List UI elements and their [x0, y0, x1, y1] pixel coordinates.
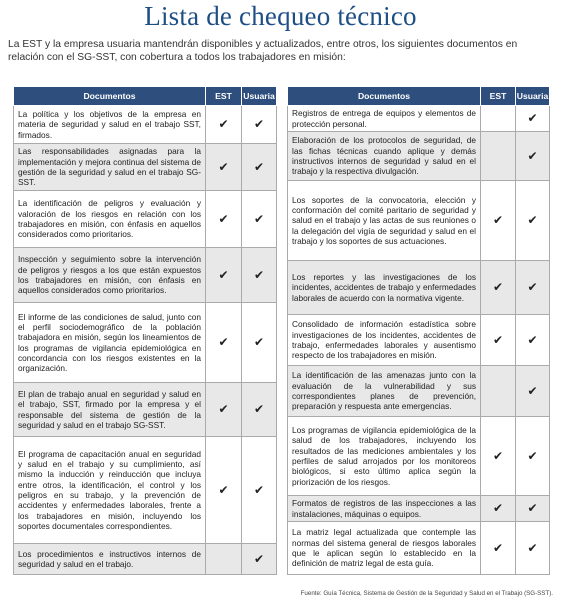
header-usuaria: Usuaria [516, 87, 550, 106]
check-icon: ✔ [527, 501, 538, 516]
check-icon: ✔ [253, 117, 265, 132]
document-description: El programa de capacitación anual en seguridad y salud en el trabajo y su cumplimiento, así mismo la inducción y reinducción que incluya entre otros, la identificación, el control y los peligros en su trabajo, y la prevención de accidentes y enfermedades laborales, frente a los trabajadores en misión, incluyendo los soportes documentales correspondientes. [14, 437, 206, 544]
usuaria-check-cell [516, 315, 550, 366]
check-icon: ✔ [253, 267, 265, 282]
est-check-cell [206, 191, 242, 248]
document-description: Los reportes y las investigaciones de los incidentes, accidentes de trabajo y enfermedades laborales de acuerdo con la normativa vigente. [288, 261, 481, 315]
check-icon: ✔ [253, 335, 265, 350]
check-icon: ✔ [527, 448, 538, 463]
document-description: Los soportes de la convocatoria, elección y conformación del comité paritario de seguridad y salud en el trabajo y las actas de sus reuniones o la delegación del vigía de seguridad y salud en el trabajo y los soportes de sus actuaciones. [288, 181, 481, 261]
header-est: EST [206, 87, 242, 106]
check-icon: ✔ [218, 482, 229, 497]
usuaria-check-cell [516, 496, 550, 522]
table-row [14, 248, 277, 303]
table-row [14, 437, 277, 544]
document-description: Elaboración de los protocolos de seguridad, de las fichas técnicas cuando aplique y demás instructivos internos de seguridad y salud en el trabajo y la respectiva divulgación. [288, 132, 481, 181]
document-description: Consolidado de información estadística sobre investigaciones de los incidentes, accidentes de trabajo, enfermedades laborales y ausentismo respecto de los trabajadores en misión. [288, 315, 481, 366]
usuaria-check-cell [516, 106, 550, 132]
usuaria-check-cell [242, 303, 277, 383]
check-icon: ✔ [492, 501, 504, 516]
usuaria-check-cell [242, 144, 277, 191]
document-description: El informe de las condiciones de salud, junto con el perfil sociodemográfico de la población trabajadora en misión, según los lineamientos de los programas de vigilancia epidemiológica en concordancia con los riesgos existentes en la organización. [14, 303, 206, 383]
document-description: El plan de trabajo anual en seguridad y salud en el trabajo, SST, firmado por la empresa y el responsable del sistema de gestión de la seguridad y salud en el trabajo SG-SST. [14, 383, 206, 437]
est-check-cell [481, 496, 516, 522]
document-description: Las responsabilidades asignadas para la implementación y mejora continua del sistema de gestión de la seguridad y salud en el trabajo SG-SST. [14, 144, 206, 191]
check-icon: ✔ [218, 402, 229, 417]
est-check-cell [206, 106, 242, 144]
document-description: La política y los objetivos de la empresa en materia de seguridad y salud en el trabajo SST, firmados. [14, 106, 206, 144]
usuaria-check-cell [516, 181, 550, 261]
check-icon: ✔ [527, 280, 538, 295]
table-row [14, 383, 277, 437]
check-icon: ✔ [527, 213, 538, 228]
usuaria-check-cell [242, 248, 277, 303]
usuaria-check-cell [516, 366, 550, 417]
document-description: La identificación de peligros y evaluación y valoración de los riesgos en relación con los trabajadores en misión, con énfasis en aquellos considerados como prioritarios. [14, 191, 206, 248]
document-description: La matriz legal actualizada que contemple las normas del sistema general de riesgos laborales que le aplican según lo establecido en la definición de matriz legal de esta guía. [288, 522, 481, 575]
document-description: La identificación de las amenazas junto con la evaluación de la vulnerabilidad y sus correspondientes planes de prevención, preparación y respuesta ante emergencias. [288, 366, 481, 417]
document-description: Los procedimientos e instructivos internos de seguridad y salud en el trabajo. [14, 544, 206, 575]
table-row [288, 522, 550, 575]
est-check-cell [206, 544, 242, 575]
check-icon: ✔ [218, 211, 229, 226]
document-description: Registros de entrega de equipos y elementos de protección personal. [288, 106, 481, 132]
est-check-cell [206, 248, 242, 303]
document-description: Formatos de registros de las inspecciones a las instalaciones, máquinas o equipos. [288, 496, 481, 522]
check-icon: ✔ [492, 448, 504, 463]
table-row [288, 496, 550, 522]
check-icon: ✔ [218, 335, 229, 350]
table-row [14, 303, 277, 383]
usuaria-check-cell [242, 437, 277, 544]
table-row [288, 181, 550, 261]
check-icon: ✔ [253, 211, 265, 226]
check-icon: ✔ [253, 159, 265, 174]
intro-paragraph: La EST y la empresa usuaria mantendrán disponibles y actualizados, entre otros, los siguientes documentos en relación con el SG-SST, con cobertura a todos los trabajadores en misión: [8, 39, 518, 63]
header-est: EST [481, 87, 516, 106]
document-description: Inspección y seguimiento sobre la intervención de peligros y riesgos a los que están expuestos los trabajadores en misión, con énfasis en aquellos considerados como prioritarios. [14, 248, 206, 303]
usuaria-check-cell [242, 383, 277, 437]
table-row [288, 106, 550, 132]
est-check-cell [206, 383, 242, 437]
header-usuaria: Usuaria [242, 87, 277, 106]
check-icon: ✔ [492, 332, 504, 347]
check-icon: ✔ [253, 551, 265, 566]
table-row [14, 544, 277, 575]
table-header-row [14, 87, 277, 106]
est-check-cell [481, 132, 516, 181]
usuaria-check-cell [242, 544, 277, 575]
est-check-cell [481, 181, 516, 261]
table-row [14, 144, 277, 191]
check-icon: ✔ [492, 280, 504, 295]
page-title: Lista de chequeo técnico [144, 1, 417, 31]
est-check-cell [206, 437, 242, 544]
document-description: Los programas de vigilancia epidemiológica de la salud de los trabajadores, incluyendo los resultados de las mediciones ambientales y los perfiles de salud arrojados por los monitoreos biológicos, si esto último aplica según la priorización de los riesgos. [288, 417, 481, 496]
table-row [288, 261, 550, 315]
checklist-table-right [287, 86, 550, 575]
check-icon: ✔ [527, 148, 538, 163]
source-note: Fuente: Guía Técnica, Sistema de Gestión de la Seguridad y Salud en el Trabajo (SG-SST). [300, 590, 553, 597]
check-icon: ✔ [253, 482, 265, 497]
check-icon: ✔ [527, 111, 538, 126]
check-icon: ✔ [527, 540, 538, 555]
est-check-cell [481, 366, 516, 417]
header-documents: Documentos [14, 87, 206, 106]
table-row [14, 106, 277, 144]
header-documents: Documentos [288, 87, 481, 106]
est-check-cell [206, 144, 242, 191]
check-icon: ✔ [218, 159, 229, 174]
check-icon: ✔ [527, 383, 538, 398]
check-icon: ✔ [492, 540, 504, 555]
check-icon: ✔ [492, 213, 504, 228]
check-icon: ✔ [253, 402, 265, 417]
usuaria-check-cell [516, 261, 550, 315]
usuaria-check-cell [242, 191, 277, 248]
usuaria-check-cell [516, 132, 550, 181]
usuaria-check-cell [516, 522, 550, 575]
usuaria-check-cell [516, 417, 550, 496]
table-row [288, 366, 550, 417]
usuaria-check-cell [242, 106, 277, 144]
est-check-cell [481, 106, 516, 132]
table-row [288, 315, 550, 366]
table-row [14, 191, 277, 248]
check-icon: ✔ [527, 332, 538, 347]
checklist-table-left [13, 86, 277, 575]
check-icon: ✔ [218, 267, 229, 282]
table-row [288, 132, 550, 181]
est-check-cell [481, 522, 516, 575]
est-check-cell [481, 315, 516, 366]
table-header-row [288, 87, 550, 106]
est-check-cell [206, 303, 242, 383]
table-row [288, 417, 550, 496]
est-check-cell [481, 417, 516, 496]
est-check-cell [481, 261, 516, 315]
check-icon: ✔ [218, 117, 229, 132]
